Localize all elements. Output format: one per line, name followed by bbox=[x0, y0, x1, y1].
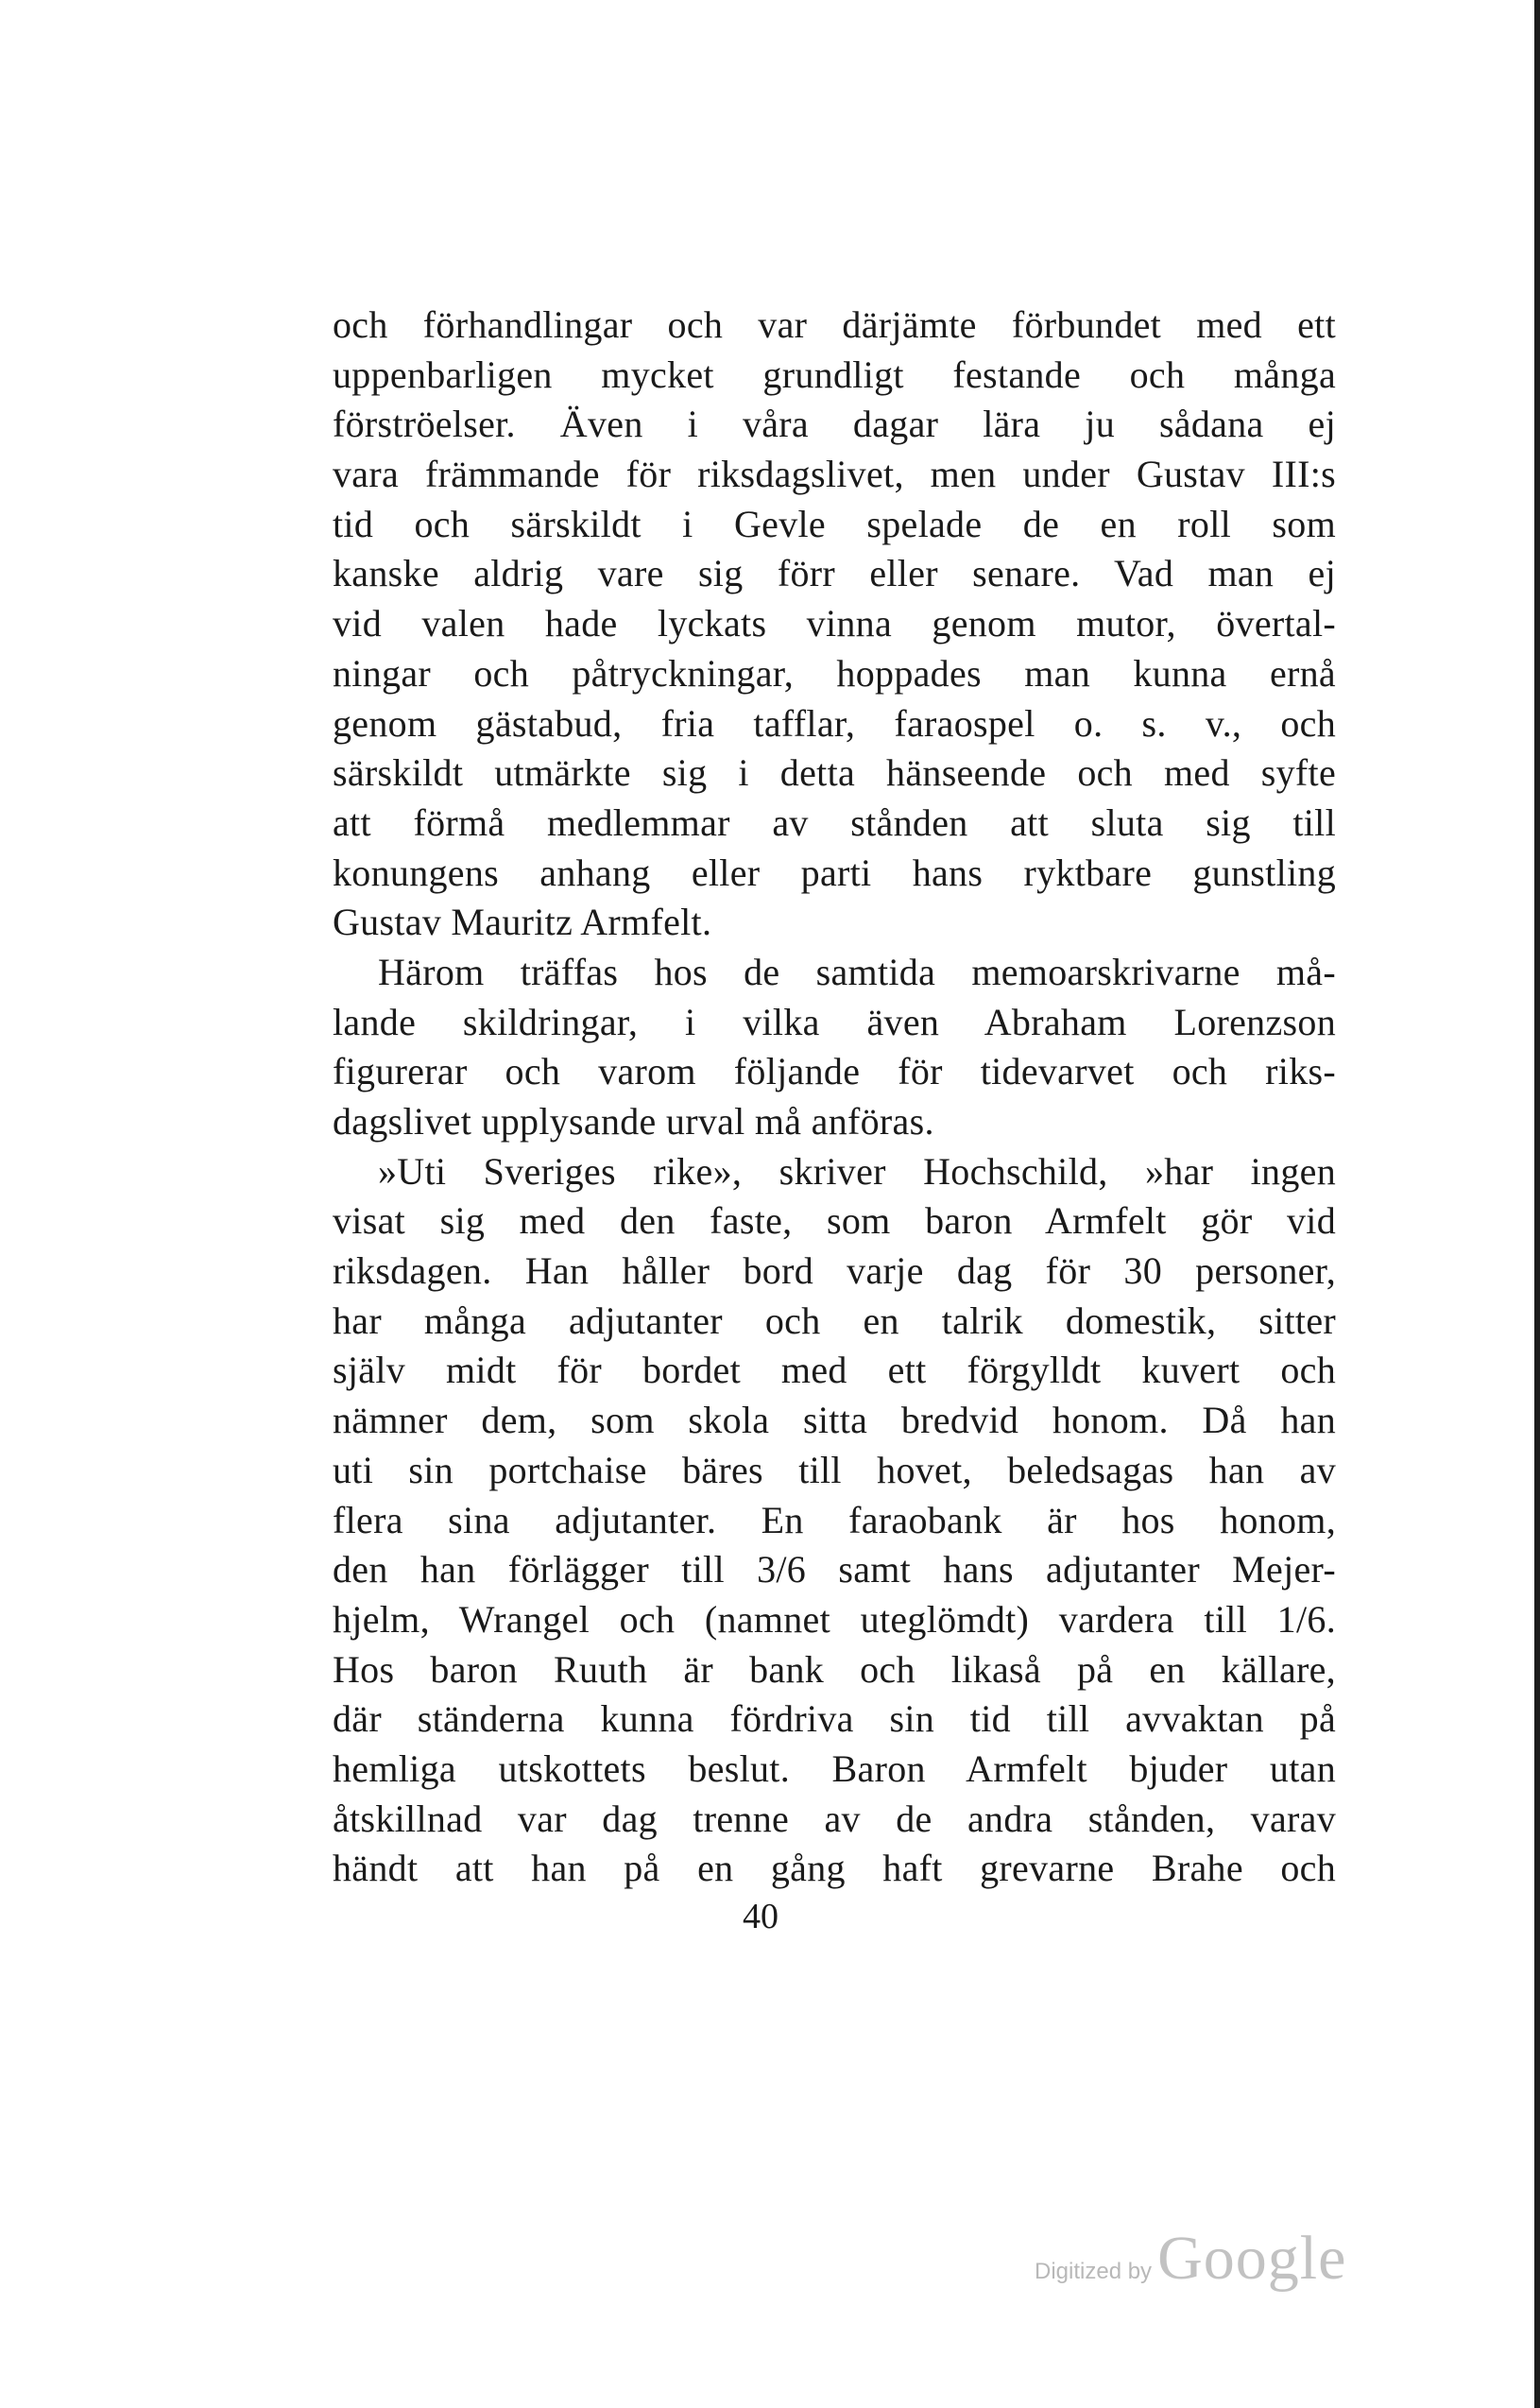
text-line: kanske aldrig vare sig förr eller senare. Vad man ej bbox=[333, 552, 1336, 595]
text-line: Hos baron Ruuth är bank och likaså på en källare, bbox=[333, 1647, 1336, 1691]
text-line: själv midt för bordet med ett förgylldt kuvert och bbox=[333, 1349, 1336, 1392]
text-line: riksdagen. Han håller bord varje dag för 30 personer, bbox=[333, 1249, 1336, 1293]
digitized-by-watermark bbox=[1035, 2223, 1346, 2295]
text-line: uti sin portchaise bäres till hovet, beledsagas han av bbox=[333, 1448, 1336, 1491]
text-line: den han förlägger till 3/6 samt hans adjutanter Mejer- bbox=[333, 1548, 1336, 1591]
page-number: 40 bbox=[743, 1897, 779, 1936]
text-line: nämner dem, som skola sitta bredvid honom. Då han bbox=[333, 1399, 1336, 1442]
text-line: där ständerna kunna fördriva sin tid till avvaktan på bbox=[333, 1697, 1336, 1741]
text-line: hjelm, Wrangel och (namnet uteglömdt) vardera till 1/6. bbox=[333, 1597, 1336, 1641]
text-line: tid och särskildt i Gevle spelade de en roll som bbox=[333, 502, 1336, 545]
text-line: Gustav Mauritz Armfelt. bbox=[333, 901, 712, 944]
text-line: figurerar och varom följande för tidevarvet och riks- bbox=[333, 1050, 1336, 1093]
digitized-label: Digitized by bbox=[1035, 2259, 1153, 2284]
text-line: händt att han på en gång haft grevarne Brahe och bbox=[333, 1847, 1336, 1890]
page-edge bbox=[1534, 0, 1540, 2408]
body-text bbox=[333, 301, 1336, 1894]
text-line: särskildt utmärkte sig i detta hänseende och med syfte bbox=[333, 751, 1336, 795]
text-line: konungens anhang eller parti hans ryktbare gunstling bbox=[333, 851, 1336, 894]
text-line: och förhandlingar och var därjämte förbundet med ett bbox=[333, 303, 1336, 346]
text-line: uppenbarligen mycket grundligt festande och många bbox=[333, 353, 1336, 396]
text-line: vara främmande för riksdagslivet, men under Gustav III:s bbox=[333, 453, 1336, 496]
text-line: vid valen hade lyckats vinna genom mutor, övertal- bbox=[333, 602, 1336, 645]
text-line: visat sig med den faste, som baron Armfelt gör vid bbox=[333, 1199, 1336, 1243]
text-line: genom gästabud, fria tafflar, faraospel o. s. v., och bbox=[333, 701, 1336, 745]
text-line: att förmå medlemmar av stånden att sluta sig till bbox=[333, 800, 1336, 844]
text-line: Härom träffas hos de samtida memoarskrivarne må- bbox=[378, 950, 1336, 993]
text-line: hemliga utskottets beslut. Baron Armfelt bjuder utan bbox=[333, 1746, 1336, 1790]
text-line: åtskillnad var dag trenne av de andra stånden, varav bbox=[333, 1797, 1336, 1840]
text-line: har många adjutanter och en talrik domestik, sitter bbox=[333, 1299, 1336, 1342]
text-line: »Uti Sveriges rike», skriver Hochschild, »har ingen bbox=[378, 1149, 1336, 1193]
text-line: lande skildringar, i vilka även Abraham Lorenzson bbox=[333, 1000, 1336, 1043]
text-line: förströelser. Även i våra dagar lära ju sådana ej bbox=[333, 403, 1336, 446]
text-line: ningar och påtryckningar, hoppades man kunna ernå bbox=[333, 651, 1336, 695]
text-line: dagslivet upplysande urval må anföras. bbox=[333, 1100, 934, 1143]
text-line: flera sina adjutanter. En faraobank är hos honom, bbox=[333, 1498, 1336, 1541]
google-logo: Google bbox=[1157, 2224, 1347, 2293]
